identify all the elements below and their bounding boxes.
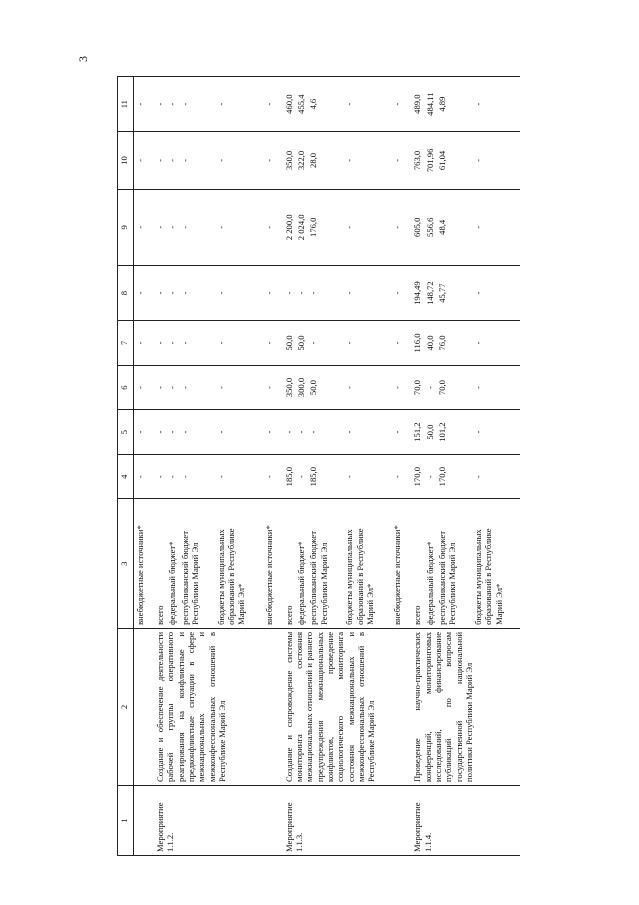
- value-cell: 460,0: [283, 77, 295, 132]
- value-cell: -: [424, 365, 436, 410]
- value-cell: -: [179, 266, 215, 321]
- value-cell: -: [154, 365, 166, 410]
- value-cell: 50,0: [295, 321, 307, 366]
- value-cell: -: [134, 77, 155, 132]
- value-cell: -: [295, 266, 307, 321]
- value-cell: -: [263, 132, 283, 189]
- value-cell: -: [307, 410, 343, 455]
- value-cell: 300,0: [295, 365, 307, 410]
- value-cell: 701,96: [424, 132, 436, 189]
- measure-code: Мероприятие 1.1.3.: [283, 785, 392, 855]
- value-cell: -: [154, 132, 166, 189]
- value-cell: 763,0: [411, 132, 423, 189]
- value-cell: -: [472, 266, 520, 321]
- value-cell: -: [343, 132, 391, 189]
- funding-source: всего: [283, 499, 295, 628]
- value-cell: 2 024,0: [295, 189, 307, 265]
- column-header: 10: [118, 132, 134, 189]
- column-header: 4: [118, 454, 134, 499]
- value-cell: -: [154, 266, 166, 321]
- measure-code: [134, 785, 155, 855]
- value-cell: -: [134, 454, 155, 499]
- value-cell: 48,4: [436, 189, 472, 265]
- value-cell: -: [166, 365, 178, 410]
- table-row: [411, 77, 423, 856]
- funding-source: бюджеты муниципальных образований в Республике Марий Эл*: [343, 499, 391, 628]
- value-cell: 2 200,0: [283, 189, 295, 265]
- value-cell: -: [134, 266, 155, 321]
- value-cell: -: [166, 77, 178, 132]
- value-cell: -: [154, 77, 166, 132]
- value-cell: -: [134, 132, 155, 189]
- value-cell: -: [179, 410, 215, 455]
- value-cell: -: [166, 189, 178, 265]
- value-cell: -: [343, 189, 391, 265]
- table-row: [134, 77, 155, 856]
- value-cell: -: [263, 321, 283, 366]
- value-cell: -: [263, 77, 283, 132]
- value-cell: 322,0: [295, 132, 307, 189]
- value-cell: 185,0: [283, 454, 295, 499]
- value-cell: -: [166, 132, 178, 189]
- measure-description: [391, 628, 411, 785]
- value-cell: -: [472, 189, 520, 265]
- value-cell: 61,04: [436, 132, 472, 189]
- value-cell: -: [263, 189, 283, 265]
- value-cell: 556,6: [424, 189, 436, 265]
- value-cell: -: [215, 189, 263, 265]
- value-cell: -: [166, 321, 178, 366]
- funding-source: федеральный бюджет*: [166, 499, 178, 628]
- value-cell: 4,6: [307, 77, 343, 132]
- measure-description: Создание и сопровождение системы мониторинга состояния межнациональных отношений и раннего предупреждения межнациональных конфликтов, проведение социологического мониторинга состояния межнациональных и межконфессиональных отношений в Республике Марий Эл: [283, 628, 392, 785]
- funding-source: республиканский бюджет Республики Марий Эл: [179, 499, 215, 628]
- measure-code: Мероприятие 1.1.2.: [154, 785, 263, 855]
- column-header: 3: [118, 499, 134, 628]
- measure-code: [263, 785, 283, 855]
- table-row: [391, 77, 411, 856]
- funding-source: бюджеты муниципальных образований в Республике Марий Эл*: [472, 499, 520, 628]
- value-cell: 194,49: [411, 266, 423, 321]
- value-cell: 350,0: [283, 365, 295, 410]
- funding-source: внебюджетные источники*: [134, 499, 155, 628]
- value-cell: -: [215, 132, 263, 189]
- value-cell: 70,0: [411, 365, 423, 410]
- value-cell: -: [179, 189, 215, 265]
- funding-source: федеральный бюджет*: [424, 499, 436, 628]
- value-cell: -: [424, 454, 436, 499]
- funding-source: внебюджетные источники*: [391, 499, 411, 628]
- value-cell: -: [134, 365, 155, 410]
- value-cell: -: [472, 77, 520, 132]
- value-cell: -: [295, 454, 307, 499]
- value-cell: -: [391, 454, 411, 499]
- measure-description: [263, 628, 283, 785]
- table-body: [134, 77, 520, 856]
- funding-source: федеральный бюджет*: [295, 499, 307, 628]
- value-cell: -: [295, 410, 307, 455]
- value-cell: -: [307, 321, 343, 366]
- measure-description: Создание и обеспечение деятельности рабочей группы оперативного реагирования на конфликтные и предконфликтные ситуации в сфере межнациональных и межконфессиональных отношений в Республике Марий Эл: [154, 628, 263, 785]
- column-header: 9: [118, 189, 134, 265]
- funding-source: республиканский бюджет Республики Марий Эл: [307, 499, 343, 628]
- value-cell: 45,77: [436, 266, 472, 321]
- value-cell: -: [472, 132, 520, 189]
- value-cell: 489,0: [411, 77, 423, 132]
- funding-source: республиканский бюджет Республики Марий Эл: [436, 499, 472, 628]
- rotated-table-container: [117, 76, 613, 856]
- value-cell: -: [391, 189, 411, 265]
- value-cell: 50,0: [424, 410, 436, 455]
- measure-description: Проведение научно-практических конференций, мониторинговых исследований, финансирование публикаций по вопросам государственной национальной политики Республики Марий Эл: [411, 628, 520, 785]
- value-cell: -: [283, 410, 295, 455]
- column-header: 5: [118, 410, 134, 455]
- value-cell: -: [134, 321, 155, 366]
- value-cell: 50,0: [283, 321, 295, 366]
- table-row: [263, 77, 283, 856]
- table-row: [154, 77, 166, 856]
- value-cell: -: [134, 410, 155, 455]
- value-cell: -: [391, 77, 411, 132]
- column-header: 8: [118, 266, 134, 321]
- value-cell: -: [166, 266, 178, 321]
- value-cell: -: [391, 132, 411, 189]
- header-row: [118, 77, 134, 856]
- value-cell: -: [307, 266, 343, 321]
- value-cell: 76,0: [436, 321, 472, 366]
- column-header: 11: [118, 77, 134, 132]
- column-header: 1: [118, 785, 134, 855]
- value-cell: -: [215, 410, 263, 455]
- value-cell: -: [215, 321, 263, 366]
- value-cell: 148,72: [424, 266, 436, 321]
- value-cell: -: [154, 454, 166, 499]
- funding-source: внебюджетные источники*: [263, 499, 283, 628]
- value-cell: 605,0: [411, 189, 423, 265]
- value-cell: 185,0: [307, 454, 343, 499]
- value-cell: 4,89: [436, 77, 472, 132]
- value-cell: -: [283, 266, 295, 321]
- value-cell: -: [472, 454, 520, 499]
- table-row: [283, 77, 295, 856]
- value-cell: 170,0: [411, 454, 423, 499]
- value-cell: -: [391, 365, 411, 410]
- value-cell: -: [215, 365, 263, 410]
- value-cell: -: [263, 365, 283, 410]
- value-cell: -: [472, 365, 520, 410]
- value-cell: -: [343, 454, 391, 499]
- value-cell: -: [166, 410, 178, 455]
- value-cell: -: [179, 321, 215, 366]
- value-cell: 151,2: [411, 410, 423, 455]
- program-funding-table: [117, 76, 520, 856]
- funding-source: всего: [154, 499, 166, 628]
- value-cell: -: [343, 410, 391, 455]
- value-cell: 484,11: [424, 77, 436, 132]
- funding-source: всего: [411, 499, 423, 628]
- value-cell: -: [472, 410, 520, 455]
- value-cell: -: [179, 77, 215, 132]
- value-cell: -: [166, 454, 178, 499]
- column-header: 2: [118, 628, 134, 785]
- value-cell: 455,4: [295, 77, 307, 132]
- measure-code: Мероприятие 1.1.4.: [411, 785, 520, 855]
- value-cell: -: [472, 321, 520, 366]
- funding-source: бюджеты муниципальных образований в Республике Марий Эл*: [215, 499, 263, 628]
- value-cell: 28,0: [307, 132, 343, 189]
- value-cell: -: [154, 321, 166, 366]
- value-cell: -: [391, 321, 411, 366]
- value-cell: -: [343, 77, 391, 132]
- value-cell: -: [154, 189, 166, 265]
- value-cell: 350,0: [283, 132, 295, 189]
- value-cell: -: [343, 365, 391, 410]
- value-cell: 116,0: [411, 321, 423, 366]
- value-cell: 40,0: [424, 321, 436, 366]
- value-cell: -: [179, 132, 215, 189]
- page-number: 3: [76, 56, 90, 62]
- value-cell: -: [154, 410, 166, 455]
- value-cell: -: [179, 365, 215, 410]
- value-cell: -: [134, 189, 155, 265]
- value-cell: -: [263, 266, 283, 321]
- value-cell: -: [391, 266, 411, 321]
- value-cell: 170,0: [436, 454, 472, 499]
- value-cell: -: [343, 321, 391, 366]
- column-header: 7: [118, 321, 134, 366]
- value-cell: -: [343, 266, 391, 321]
- value-cell: -: [215, 77, 263, 132]
- value-cell: -: [215, 454, 263, 499]
- value-cell: 101,2: [436, 410, 472, 455]
- value-cell: -: [263, 454, 283, 499]
- value-cell: 70,0: [436, 365, 472, 410]
- column-header: 6: [118, 365, 134, 410]
- value-cell: -: [179, 454, 215, 499]
- measure-description: [134, 628, 155, 785]
- measure-code: [391, 785, 411, 855]
- value-cell: 50,0: [307, 365, 343, 410]
- value-cell: -: [215, 266, 263, 321]
- value-cell: -: [391, 410, 411, 455]
- value-cell: -: [263, 410, 283, 455]
- value-cell: 176,0: [307, 189, 343, 265]
